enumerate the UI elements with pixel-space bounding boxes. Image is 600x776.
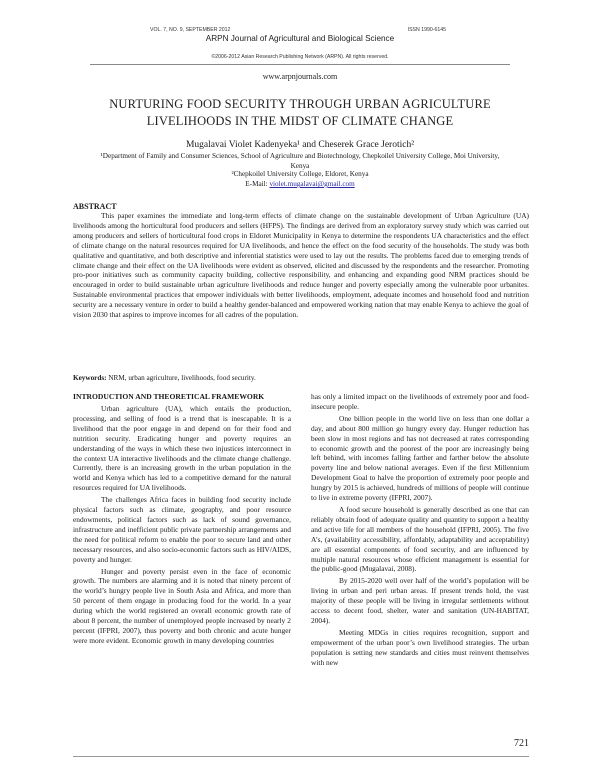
keywords-text: NRM, urban agriculture, livelihoods, food security.	[108, 374, 256, 382]
volume-info: VOL. 7, NO. 9, SEPTEMBER 2012	[150, 27, 231, 33]
affiliation-1: ¹Department of Family and Consumer Sciences, School of Agriculture and Biotechnology, Chepkoilel University College, Moi University, Kenya	[100, 152, 500, 170]
body-paragraph: Hunger and poverty persist even in the face of economic growth. The numbers are alarming and it is noted that ninety percent of the world’s hungry people live in South Asia and Africa, and more than 50 percent of them engage in producing food for the world. In a year during which the world registered an overall economic growth rate of about 8 percent, the number of unemployed people increased by nearly 2 percent (IFPRI, 2007), thus poverty and both chronic and acute hunger were more evident. Economic growth in many developing countries	[73, 566, 291, 645]
author-email	[0, 180, 600, 188]
paper-title: NURTURING FOOD SECURITY THROUGH URBAN AGRICULTURE LIVELIHOODS IN THE MIDST OF CLIMATE CHANGE	[109, 97, 491, 128]
abstract-text: This paper examines the immediate and long-term effects of climate change on the sustainable development of Urban Agriculture (UA) livelihoods among the horticultural food producers and sellers (HFPS). The findings are derived from an exploratory survey study which was carried out among producers and sellers of horticultural food crops in Eldoret Municipality in Kenya to determine the respondents UA characteristics and the effect of climate change on the natural resources required for UA livelihoods, and hence the effect on the food security of the households. The study was both qualitative and quantitative, and both descriptive and inferential statistics were used to lay out the results. The problems faced due to emerging trends of climate change and their effect on the UA livelihoods were evident as observed, elicited and discussed by the respondents and the researcher. Promoting pro-poor initiatives such as community capacity building, collective responsibility, and enhancing and expanding good NRM practices should be encouraged in order to build sustainable urban agriculture livelihoods and reduce hunger and poverty especially among the vulnerable poor urbanites. Sustainable environmental practices that empower individuals with better livelihoods, employment, adequate incomes and household food and nutrition security are a necessary venture in order to build a healthy gender-balanced and empowered working nation that may enable Kenya to achieve the goal of vision 2030 that aspires to improve incomes for all cadres of the population.	[73, 211, 529, 320]
affiliation-2: ²Chepkoilel University College, Eldoret, Kenya	[231, 170, 369, 178]
body-paragraph: A food secure household is generally described as one that can reliably obtain food of adequate quality and quantity to support a healthy and active life for all members of the household (IFPRI, 2005). The five A’s, (availability accessibility, affordably, adaptability and acceptability) are all essential components of food security, and are influenced by multiple natural resources whose efficient management is essential for the public-good (Mugalavai, 2008).	[311, 504, 529, 574]
keywords-line	[73, 374, 256, 382]
body-paragraph: has only a limited impact on the livelihoods of extremely poor and food-insecure people.	[311, 392, 529, 411]
page-number: 721	[514, 738, 529, 749]
journal-website: www.arpnjournals.com	[262, 72, 338, 81]
journal-name: ARPN Journal of Agricultural and Biological Science	[205, 34, 395, 43]
header-divider	[90, 64, 510, 65]
body-column-left	[73, 392, 291, 648]
copyright-notice: ©2006-2012 Asian Research Publishing Network (ARPN). All rights reserved.	[211, 54, 389, 60]
body-paragraph: By 2015-2020 well over half of the world’s population will be living in urban and peri urban areas. If present trends hold, the vast majority of these people will be living in irregular settlements without access to decent food, shelter, water and sanitation (UN-HABITAT, 2004).	[311, 576, 529, 625]
email-link[interactable]: violet.mugalavai@gmail.com	[269, 180, 355, 188]
abstract-heading: ABSTRACT	[73, 202, 117, 211]
section-heading: INTRODUCTION AND THEORETICAL FRAMEWORK	[73, 392, 265, 401]
keywords-label: Keywords:	[73, 374, 109, 382]
body-column-right	[311, 392, 529, 669]
body-paragraph: The challenges Africa faces in building food security include physical factors such as climate, geography, and poor resource endowments, political factors such as lack of sound governance, infrastructure and inefficient public private partnership arrangements and the need for political reform to enable the poor to secure land and other necessary resources, and also socio-economic factors such as HIV/AIDS, poverty and hunger.	[73, 495, 291, 564]
email-label: E-Mail:	[245, 180, 270, 188]
body-paragraph: Urban agriculture (UA), which entails the production, processing, and selling of food is a trend that is inescapable. It is a livelihood that the poor engage in and depend on for their food and nutrition security. Eradicating hunger and poverty requires an understanding of the ways in which these two injustices interconnect in the context UA interactive livelihoods and the climate change challenge. Currently, there is an increasing growth in the urban population in the world and Kenya which has led to a competitive demand for the natural resources required for UA livelihoods.	[73, 404, 291, 493]
issn-info: ISSN 1990-6145	[407, 27, 446, 33]
footer-divider	[73, 756, 529, 757]
body-paragraph: Meeting MDGs in cities requires recognition, support and empowerment of the urban poor’s own livelihood strategies. The urban population is setting new standards and cities must reinvent themselves with new	[311, 627, 529, 667]
paper-authors: Mugalavai Violet Kadenyeka¹ and Cheserek Grace Jerotich²	[185, 140, 415, 150]
body-paragraph: One billion people in the world live on less than one dollar a day, and about 800 million go hungry every day. Hunger reduction has been slow in most regions and has not decreased at rates corresponding to economic growth and the poorest of the poor are increasingly being left behind, with incomes falling farther and farther below the absolute poverty line and below national averages. Even if the first Millennium Development Goal to halve the proportion of extremely poor people and hungry by 2015 is achieved, hundreds of millions of people will continue to live in extreme poverty (IFPRI, 2007).	[311, 413, 529, 503]
